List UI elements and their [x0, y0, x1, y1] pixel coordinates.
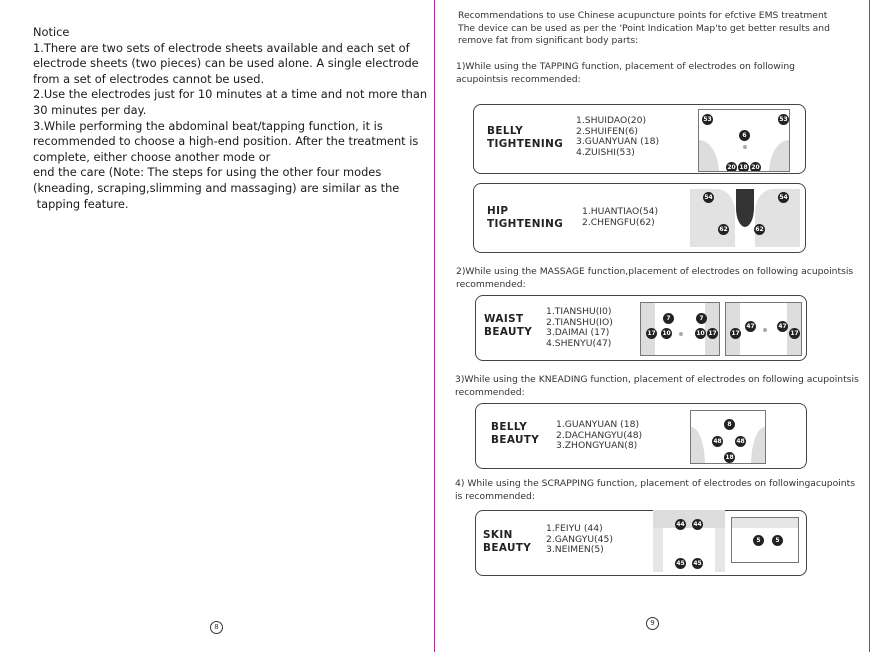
box-title: [487, 205, 563, 230]
section-massage-heading: [456, 265, 853, 291]
notice-line: from a set of electrodes cannot be used.: [33, 71, 265, 86]
skin-beauty-box: [475, 510, 807, 576]
intro-text: [458, 10, 830, 48]
electrode-marker: 17: [647, 330, 656, 337]
notice-line: 2.Use the electrodes just for 10 minutes at a time and not more than: [33, 87, 428, 102]
electrode-marker: 5: [753, 535, 764, 546]
box-title-line: TIGHTENING: [487, 217, 564, 230]
notice-line: end the care (Note: The steps for using the other four modes: [33, 165, 382, 180]
electrode-marker: 44: [676, 521, 685, 528]
acupoint-list: [546, 307, 613, 349]
back-diagram: [653, 510, 725, 572]
electrode-marker: 45: [676, 560, 685, 567]
intro-line: The device can be used as per the 'Point Indication Map'to get better results and: [458, 22, 830, 34]
hip-tightening-box: [473, 183, 806, 253]
acupoint-item: 1.GUANYUAN (18): [556, 419, 640, 430]
belly-beauty-box: [475, 403, 807, 469]
electrode-marker: 7: [696, 313, 707, 324]
page-number-right: 9: [646, 617, 659, 630]
box-title-line: BEAUTY: [484, 325, 533, 338]
section-heading-line: 3)While using the KNEADING function, placement of electrodes on following acupointsis: [455, 374, 859, 385]
body-shade: [751, 427, 765, 464]
spine-dot: [763, 328, 767, 332]
acupoint-item: 2.DACHANGYU(48): [556, 429, 643, 441]
section-heading-line: recommended:: [455, 387, 525, 398]
section-heading-line: acupointsis recommended:: [456, 74, 581, 85]
acupoint-item: 1.TIANSHU(I0): [546, 306, 612, 317]
electrode-marker: 20: [727, 164, 736, 171]
notice-line: recommended to choose a high-end position. After the treatment is: [33, 134, 419, 149]
box-title: [487, 125, 563, 150]
page-edge: [869, 0, 870, 652]
box-title-line: TIGHTENING: [487, 137, 564, 150]
acupoint-item: 4.ZUISHI(53): [576, 146, 635, 158]
electrode-marker: 18: [725, 454, 734, 461]
box-title-line: BEAUTY: [483, 541, 532, 554]
hip-diagram: [690, 189, 800, 247]
notice-title: Notice: [33, 25, 70, 39]
page-divider: [434, 0, 435, 652]
electrode-marker: 5: [772, 535, 783, 546]
electrode-marker: 53: [703, 116, 712, 123]
electrode-marker: 6: [739, 130, 750, 141]
left-page: [0, 0, 434, 652]
shoulder-shade: [653, 510, 725, 528]
arm-diagram: [731, 517, 799, 563]
section-heading-line: 2)While using the MASSAGE function,placement of electrodes on following acupointsis: [456, 266, 854, 277]
waist-front-diagram: [640, 302, 720, 356]
notice-line: 1.There are two sets of electrode sheets available and each set of: [33, 40, 410, 55]
navel-dot: [743, 145, 747, 149]
electrode-marker: 48: [736, 438, 745, 445]
acupoint-item: 3.NEIMEN(5): [546, 544, 604, 555]
page-number-left: 8: [210, 621, 223, 634]
acupoint-item: 2.TIANSHU(IO): [546, 316, 613, 328]
notice-line: 3.While performing the abdominal beat/tapping function, it is: [33, 118, 383, 133]
electrode-marker: 10: [696, 330, 705, 337]
electrode-marker: 54: [779, 194, 788, 201]
acupoint-list: [582, 207, 658, 228]
intro-line: remove fat from significant body parts:: [458, 35, 639, 47]
belly-diagram: [698, 109, 790, 172]
electrode-marker: 48: [713, 438, 722, 445]
electrode-marker: 47: [746, 323, 755, 330]
electrode-marker: 62: [719, 226, 728, 233]
box-title-line: BEAUTY: [491, 433, 540, 446]
acupoint-item: 1.FEIYU (44): [546, 523, 603, 534]
acupoint-list: [576, 116, 659, 158]
box-title-line: BELLY: [491, 421, 528, 433]
waist-beauty-box: [475, 295, 807, 361]
body-shade: [715, 528, 725, 572]
electrode-marker: 20: [751, 164, 760, 171]
electrode-marker: 17: [731, 330, 740, 337]
waist-back-diagram: [725, 302, 802, 356]
notice-line: (kneading, scraping,slimming and massaging) are similar as the: [33, 180, 400, 195]
electrode-marker: 17: [708, 330, 717, 337]
electrode-marker: 10: [662, 330, 671, 337]
acupoint-item: 3.GUANYUAN (18): [576, 136, 660, 147]
navel-dot: [679, 332, 683, 336]
body-shade: [699, 140, 719, 172]
notice-line: 30 minutes per day.: [33, 102, 147, 117]
electrode-marker: 62: [755, 226, 764, 233]
section-heading-line: 4) While using the SCRAPPING function, placement of electrodes on followingacupoints: [455, 478, 856, 489]
box-title-line: BELLY: [487, 125, 524, 137]
notice-line: complete, either choose another mode or: [33, 149, 271, 164]
intro-line: Recommendations to use Chinese acupuncture points for efctive EMS treatment: [458, 10, 828, 21]
acupoint-item: 1.SHUIDAO(20): [576, 115, 647, 126]
body-shade: [769, 140, 789, 172]
electrode-marker: 44: [693, 521, 702, 528]
section-heading-line: is recommended:: [455, 491, 535, 502]
box-title: [484, 313, 532, 338]
acupoint-item: 2.SHUIFEN(6): [576, 125, 638, 137]
section-tapping-heading: [456, 60, 795, 86]
hip-cleft: [736, 189, 754, 227]
section-scrapping-heading: [455, 477, 855, 503]
electrode-marker: 53: [779, 116, 788, 123]
acupoint-item: 2.GANGYU(45): [546, 533, 613, 545]
box-title: [491, 421, 539, 446]
acupoint-item: 3.DAIMAI (17): [546, 327, 610, 338]
acupoint-list: [546, 524, 613, 556]
electrode-marker: 54: [704, 194, 713, 201]
notice-text: [33, 25, 428, 212]
section-heading-line: 1)While using the TAPPING function, placement of electrodes on following: [456, 61, 796, 72]
box-title: [483, 529, 531, 554]
electrode-marker: 47: [778, 323, 787, 330]
box-title-line: SKIN: [483, 529, 513, 541]
acupoint-item: 4.SHENYU(47): [546, 337, 612, 349]
body-shade: [691, 427, 705, 464]
belly-tightening-box: [473, 104, 806, 174]
notice-line: tapping feature.: [33, 196, 129, 211]
box-title-line: WAIST: [484, 313, 524, 325]
belly-front-diagram: [690, 410, 766, 464]
electrode-marker: 18: [739, 164, 748, 171]
section-kneading-heading: [455, 373, 859, 399]
box-title-line: HIP: [487, 205, 509, 217]
acupoint-item: 3.ZHONGYUAN(8): [556, 440, 638, 451]
notice-line: electrode sheets (two pieces) can be used alone. A single electrode: [33, 56, 419, 71]
electrode-marker: 45: [693, 560, 702, 567]
acupoint-item: 1.HUANTIAO(54): [582, 206, 659, 217]
acupoint-list: [556, 420, 642, 452]
arm-shade: [732, 518, 799, 528]
acupoint-item: 2.CHENGFU(62): [582, 216, 655, 228]
electrode-marker: 7: [663, 313, 674, 324]
body-shade: [653, 528, 663, 572]
electrode-marker: 8: [724, 419, 735, 430]
electrode-marker: 17: [790, 330, 799, 337]
section-heading-line: recommended:: [456, 279, 526, 290]
